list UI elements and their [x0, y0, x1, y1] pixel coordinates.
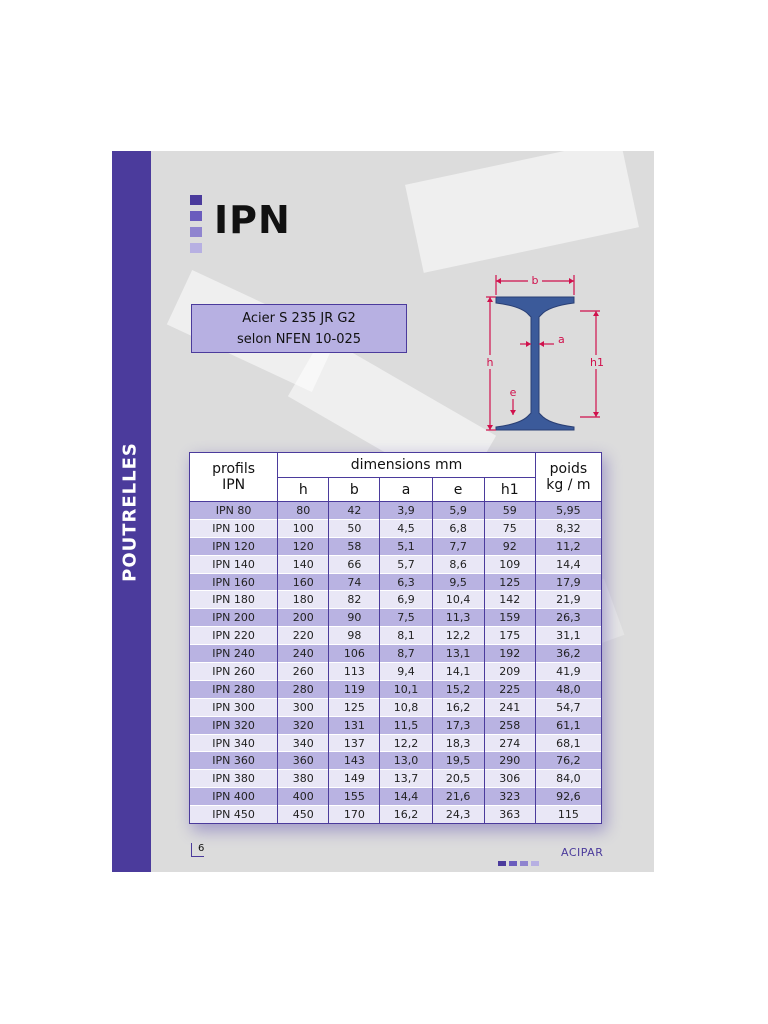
- table-cell: 131: [329, 716, 380, 734]
- table-cell: IPN 80: [190, 502, 278, 520]
- table-cell: 258: [484, 716, 535, 734]
- table-cell: 5,9: [432, 502, 484, 520]
- table-cell: 7,5: [380, 609, 432, 627]
- title-square-1: [190, 195, 202, 205]
- table-cell: 18,3: [432, 734, 484, 752]
- table-cell: 280: [278, 680, 329, 698]
- table-row: [190, 609, 602, 627]
- table-cell: 50: [329, 519, 380, 537]
- table-cell: 240: [278, 645, 329, 663]
- table-cell: 10,4: [432, 591, 484, 609]
- table-row: [190, 806, 602, 824]
- table-cell: 142: [484, 591, 535, 609]
- table-cell: 58: [329, 537, 380, 555]
- table-cell: 11,3: [432, 609, 484, 627]
- table-row: [190, 573, 602, 591]
- header-col-e: e: [432, 478, 484, 502]
- table-cell: 16,2: [432, 698, 484, 716]
- table-cell: 380: [278, 770, 329, 788]
- table-cell: 260: [278, 663, 329, 681]
- table-cell: IPN 160: [190, 573, 278, 591]
- table-row: [190, 716, 602, 734]
- table-row: [190, 770, 602, 788]
- table-cell: 42: [329, 502, 380, 520]
- table-row: [190, 555, 602, 573]
- table-cell: 9,4: [380, 663, 432, 681]
- dim-label-h1: h1: [590, 356, 604, 369]
- table-cell: 363: [484, 806, 535, 824]
- title-square-2: [190, 211, 202, 221]
- table-cell: 14,1: [432, 663, 484, 681]
- table-cell: 5,7: [380, 555, 432, 573]
- table-row: [190, 627, 602, 645]
- table-cell: 100: [278, 519, 329, 537]
- steel-grade-line2: selon NFEN 10-025: [236, 332, 362, 347]
- steel-grade-line1: Acier S 235 JR G2: [242, 311, 356, 326]
- table-cell: 200: [278, 609, 329, 627]
- table-cell: 106: [329, 645, 380, 663]
- table-cell: 209: [484, 663, 535, 681]
- background-shape: [405, 151, 639, 273]
- table-cell: 11,2: [535, 537, 601, 555]
- table-cell: 192: [484, 645, 535, 663]
- table-cell: 6,3: [380, 573, 432, 591]
- table-cell: 92,6: [535, 788, 601, 806]
- table-cell: 125: [329, 698, 380, 716]
- table-cell: 159: [484, 609, 535, 627]
- table-cell: 323: [484, 788, 535, 806]
- table-cell: 90: [329, 609, 380, 627]
- table-row: [190, 698, 602, 716]
- table-row: [190, 502, 602, 520]
- table-cell: 274: [484, 734, 535, 752]
- table-cell: IPN 340: [190, 734, 278, 752]
- table-cell: 76,2: [535, 752, 601, 770]
- table-cell: 14,4: [380, 788, 432, 806]
- ipn-beam-diagram: [480, 265, 610, 440]
- table-row: [190, 680, 602, 698]
- table-cell: 160: [278, 573, 329, 591]
- header-dimensions: dimensions mm: [278, 453, 536, 478]
- table-cell: 155: [329, 788, 380, 806]
- table-cell: 115: [535, 806, 601, 824]
- table-cell: 113: [329, 663, 380, 681]
- brand-name: ACIPAR: [561, 846, 604, 859]
- dim-label-a: a: [558, 333, 565, 346]
- footer-dots: [498, 851, 542, 870]
- footer-dot: [520, 861, 528, 866]
- table-cell: 7,7: [432, 537, 484, 555]
- table-cell: IPN 120: [190, 537, 278, 555]
- table-cell: 6,8: [432, 519, 484, 537]
- table-row: [190, 645, 602, 663]
- table-cell: 14,4: [535, 555, 601, 573]
- table-cell: 119: [329, 680, 380, 698]
- steel-grade-box: [191, 304, 407, 353]
- table-cell: 11,5: [380, 716, 432, 734]
- table-cell: IPN 400: [190, 788, 278, 806]
- table-cell: 5,95: [535, 502, 601, 520]
- table-cell: IPN 280: [190, 680, 278, 698]
- table-row: [190, 752, 602, 770]
- header-col-h1: h1: [484, 478, 535, 502]
- title-square-4: [190, 243, 202, 253]
- ipn-dimensions-table: [189, 452, 602, 824]
- footer-dot: [509, 861, 517, 866]
- table-row: [190, 788, 602, 806]
- table-cell: 137: [329, 734, 380, 752]
- table-cell: IPN 260: [190, 663, 278, 681]
- table-cell: 75: [484, 519, 535, 537]
- table-cell: IPN 380: [190, 770, 278, 788]
- table-row: [190, 519, 602, 537]
- footer-dot: [498, 861, 506, 866]
- table-cell: 74: [329, 573, 380, 591]
- dim-label-h: h: [486, 356, 494, 369]
- dim-label-b: b: [531, 274, 539, 287]
- header-col-b: b: [329, 478, 380, 502]
- table-cell: IPN 320: [190, 716, 278, 734]
- table-cell: IPN 200: [190, 609, 278, 627]
- table-cell: 21,6: [432, 788, 484, 806]
- table-cell: 92: [484, 537, 535, 555]
- table-cell: 180: [278, 591, 329, 609]
- table-cell: 6,9: [380, 591, 432, 609]
- table-cell: 68,1: [535, 734, 601, 752]
- table-cell: 340: [278, 734, 329, 752]
- table-cell: 4,5: [380, 519, 432, 537]
- table-row: [190, 591, 602, 609]
- table-cell: 10,1: [380, 680, 432, 698]
- header-poids: [535, 453, 601, 502]
- table-cell: 17,9: [535, 573, 601, 591]
- header-poids-line2: kg / m: [546, 477, 591, 493]
- table-cell: 84,0: [535, 770, 601, 788]
- table-cell: 54,7: [535, 698, 601, 716]
- side-label: POUTRELLES: [119, 442, 141, 582]
- table-cell: 220: [278, 627, 329, 645]
- table-cell: IPN 360: [190, 752, 278, 770]
- header-col-a: a: [380, 478, 432, 502]
- table-cell: 66: [329, 555, 380, 573]
- table-cell: 21,9: [535, 591, 601, 609]
- table-cell: 19,5: [432, 752, 484, 770]
- page-title: IPN: [214, 198, 291, 242]
- table-cell: 12,2: [432, 627, 484, 645]
- table-cell: 8,7: [380, 645, 432, 663]
- table-cell: 98: [329, 627, 380, 645]
- table-cell: IPN 240: [190, 645, 278, 663]
- table-cell: 143: [329, 752, 380, 770]
- table-cell: 241: [484, 698, 535, 716]
- table-cell: 8,6: [432, 555, 484, 573]
- table-cell: IPN 220: [190, 627, 278, 645]
- table-row: [190, 537, 602, 555]
- header-profils: [190, 453, 278, 502]
- table-cell: 41,9: [535, 663, 601, 681]
- table-row: [190, 663, 602, 681]
- table-cell: 13,0: [380, 752, 432, 770]
- table-cell: 31,1: [535, 627, 601, 645]
- table-cell: 300: [278, 698, 329, 716]
- table-cell: 26,3: [535, 609, 601, 627]
- table-cell: 10,8: [380, 698, 432, 716]
- header-profils-line2: IPN: [222, 477, 246, 493]
- table-cell: 17,3: [432, 716, 484, 734]
- page-number: 6: [191, 843, 204, 857]
- table-cell: 175: [484, 627, 535, 645]
- table-cell: 61,1: [535, 716, 601, 734]
- table-cell: 5,1: [380, 537, 432, 555]
- table-cell: 12,2: [380, 734, 432, 752]
- table-cell: 320: [278, 716, 329, 734]
- table-cell: 15,2: [432, 680, 484, 698]
- table-cell: 170: [329, 806, 380, 824]
- table-cell: 450: [278, 806, 329, 824]
- table-cell: 24,3: [432, 806, 484, 824]
- table-cell: 306: [484, 770, 535, 788]
- table-cell: IPN 140: [190, 555, 278, 573]
- table-cell: 225: [484, 680, 535, 698]
- table-cell: 3,9: [380, 502, 432, 520]
- table-cell: 80: [278, 502, 329, 520]
- header-col-h: h: [278, 478, 329, 502]
- header-poids-line1: poids: [549, 461, 588, 477]
- table-cell: 16,2: [380, 806, 432, 824]
- table-row: [190, 734, 602, 752]
- table-cell: 8,1: [380, 627, 432, 645]
- table-cell: 13,1: [432, 645, 484, 663]
- table-cell: 125: [484, 573, 535, 591]
- table-cell: 20,5: [432, 770, 484, 788]
- table-cell: 59: [484, 502, 535, 520]
- title-square-3: [190, 227, 202, 237]
- table-cell: 290: [484, 752, 535, 770]
- table-cell: 9,5: [432, 573, 484, 591]
- table-cell: 8,32: [535, 519, 601, 537]
- table-cell: 360: [278, 752, 329, 770]
- table-cell: 140: [278, 555, 329, 573]
- table-cell: 36,2: [535, 645, 601, 663]
- table-cell: 149: [329, 770, 380, 788]
- table-cell: 400: [278, 788, 329, 806]
- table-cell: IPN 180: [190, 591, 278, 609]
- dim-label-e: e: [509, 386, 517, 399]
- table-cell: 120: [278, 537, 329, 555]
- table-cell: 82: [329, 591, 380, 609]
- table-cell: IPN 450: [190, 806, 278, 824]
- table-cell: IPN 100: [190, 519, 278, 537]
- table-cell: 109: [484, 555, 535, 573]
- footer-dot: [531, 861, 539, 866]
- table-cell: IPN 300: [190, 698, 278, 716]
- table-cell: 48,0: [535, 680, 601, 698]
- beam-profile-shape: [496, 297, 574, 430]
- table-cell: 13,7: [380, 770, 432, 788]
- header-profils-line1: profils: [212, 461, 256, 477]
